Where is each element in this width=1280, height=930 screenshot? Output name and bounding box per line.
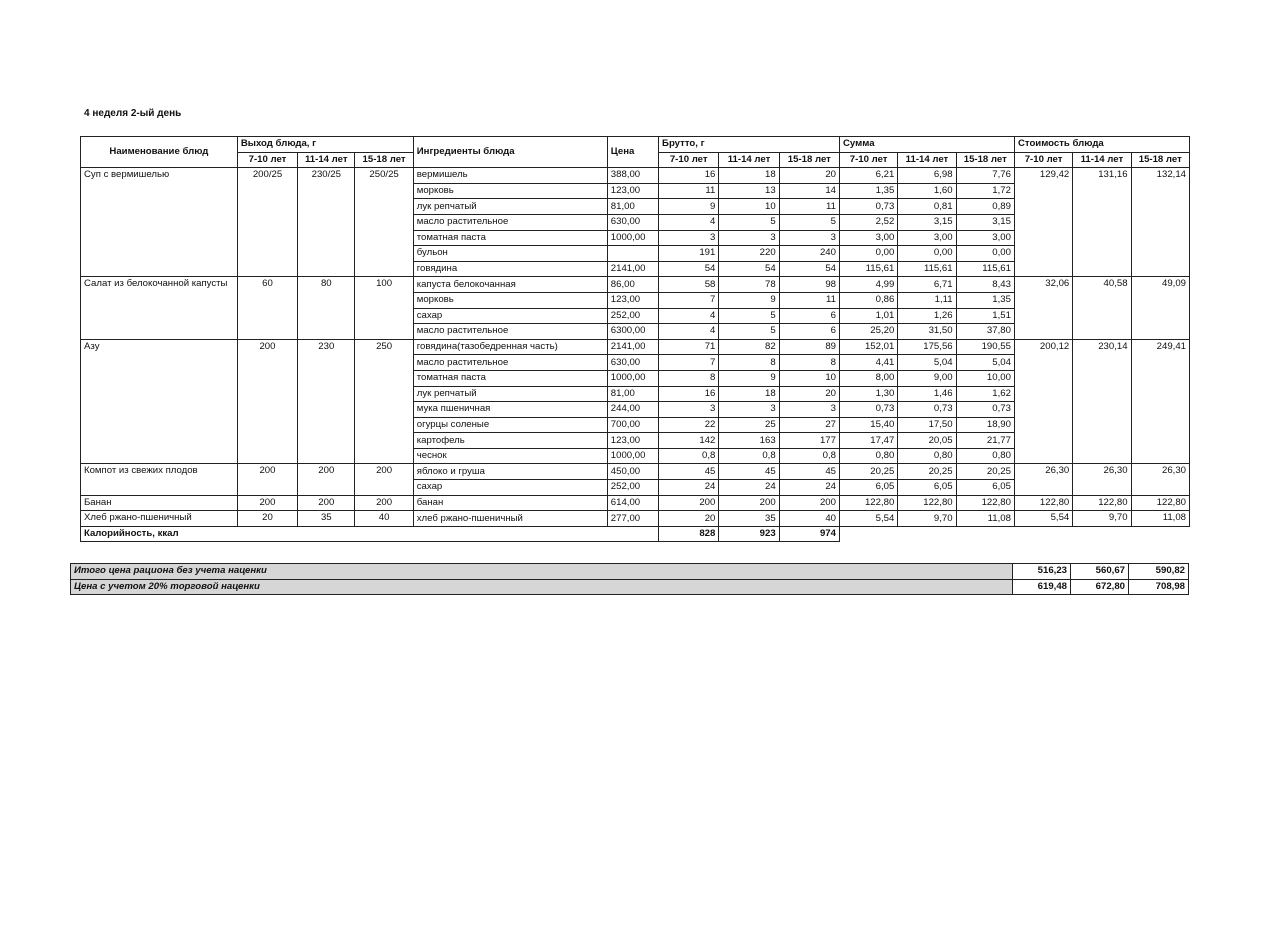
sum-value: 20,05 — [898, 433, 956, 449]
gross-value: 78 — [719, 277, 779, 293]
sum-value: 122,80 — [956, 495, 1014, 511]
total-label: Итого цена рациона без учета наценки — [71, 564, 1013, 580]
header-age: 15-18 лет — [1131, 152, 1189, 168]
gross-value: 5 — [719, 308, 779, 324]
calories-row — [81, 526, 1190, 542]
gross-value: 58 — [659, 277, 719, 293]
ingredient-name: огурцы соленые — [413, 417, 607, 433]
sum-value: 7,76 — [956, 168, 1014, 184]
total-value: 619,48 — [1013, 579, 1071, 595]
header-age: 15-18 лет — [956, 152, 1014, 168]
header-ingredients: Ингредиенты блюда — [413, 137, 607, 168]
dish-cost: 26,30 — [1073, 464, 1131, 495]
ingredient-row — [81, 277, 1190, 293]
gross-value: 3 — [659, 230, 719, 246]
dish-yield: 230 — [298, 339, 355, 464]
header-cost: Стоимость блюда — [1014, 137, 1189, 153]
dish-cost: 49,09 — [1131, 277, 1189, 339]
sum-value: 0,89 — [956, 199, 1014, 215]
sum-value: 0,80 — [956, 448, 1014, 464]
dish-yield: 60 — [237, 277, 297, 339]
ingredient-price: 123,00 — [607, 433, 658, 449]
ingredient-price: 252,00 — [607, 480, 658, 496]
ingredient-price — [607, 246, 658, 262]
sum-value: 0,80 — [898, 448, 956, 464]
sum-value: 1,60 — [898, 183, 956, 199]
gross-value: 11 — [779, 292, 839, 308]
ingredient-name: морковь — [413, 292, 607, 308]
menu-table — [80, 136, 1190, 542]
dish-yield: 20 — [237, 511, 297, 527]
gross-value: 20 — [779, 386, 839, 402]
ingredient-name: томатная паста — [413, 230, 607, 246]
sum-value: 6,05 — [956, 480, 1014, 496]
sum-value: 20,25 — [839, 464, 897, 480]
sum-value: 15,40 — [839, 417, 897, 433]
gross-value: 11 — [779, 199, 839, 215]
dish-cost: 122,80 — [1073, 495, 1131, 511]
gross-value: 7 — [659, 292, 719, 308]
header-age: 11-14 лет — [719, 152, 779, 168]
gross-value: 191 — [659, 246, 719, 262]
gross-value: 3 — [659, 402, 719, 418]
dish-yield: 80 — [298, 277, 355, 339]
gross-value: 7 — [659, 355, 719, 371]
gross-value: 3 — [779, 402, 839, 418]
gross-value: 54 — [719, 261, 779, 277]
gross-value: 0,8 — [779, 448, 839, 464]
sum-value: 3,00 — [839, 230, 897, 246]
gross-value: 24 — [659, 480, 719, 496]
dish-cost: 40,58 — [1073, 277, 1131, 339]
header-age: 11-14 лет — [298, 152, 355, 168]
sum-value: 0,00 — [956, 246, 1014, 262]
dish-name: Суп с вермишелью — [81, 168, 238, 277]
dish-cost: 26,30 — [1131, 464, 1189, 495]
dish-yield: 250 — [355, 339, 413, 464]
ingredient-name: морковь — [413, 183, 607, 199]
ingredient-name: говядина(тазобедренная часть) — [413, 339, 607, 355]
gross-value: 13 — [719, 183, 779, 199]
sum-value: 1,62 — [956, 386, 1014, 402]
ingredient-row — [81, 464, 1190, 480]
sum-value: 6,71 — [898, 277, 956, 293]
total-value: 672,80 — [1071, 579, 1129, 595]
gross-value: 54 — [779, 261, 839, 277]
calories-value: 974 — [779, 526, 839, 542]
gross-value: 82 — [719, 339, 779, 355]
gross-value: 200 — [659, 495, 719, 511]
gross-value: 163 — [719, 433, 779, 449]
menu-body — [81, 168, 1190, 527]
sum-value: 0,00 — [839, 246, 897, 262]
sum-value: 5,04 — [898, 355, 956, 371]
dish-cost: 122,80 — [1014, 495, 1072, 511]
total-row-with-markup — [71, 579, 1189, 595]
sum-value: 17,47 — [839, 433, 897, 449]
header-age: 7-10 лет — [839, 152, 897, 168]
sum-value: 21,77 — [956, 433, 1014, 449]
gross-value: 45 — [719, 464, 779, 480]
gross-value: 18 — [719, 386, 779, 402]
ingredient-name: хлеб ржано-пшеничный — [413, 511, 607, 527]
gross-value: 10 — [719, 199, 779, 215]
sum-value: 31,50 — [898, 324, 956, 340]
dish-cost: 9,70 — [1073, 511, 1131, 527]
gross-value: 6 — [779, 324, 839, 340]
sum-value: 1,72 — [956, 183, 1014, 199]
dish-cost: 132,14 — [1131, 168, 1189, 277]
ingredient-price: 630,00 — [607, 214, 658, 230]
ingredient-price: 2141,00 — [607, 339, 658, 355]
sum-value: 6,21 — [839, 168, 897, 184]
total-value: 708,98 — [1129, 579, 1189, 595]
ingredient-price: 86,00 — [607, 277, 658, 293]
header-age: 15-18 лет — [779, 152, 839, 168]
header-gross: Брутто, г — [659, 137, 840, 153]
sum-value: 25,20 — [839, 324, 897, 340]
sum-value: 1,01 — [839, 308, 897, 324]
dish-cost: 249,41 — [1131, 339, 1189, 464]
gross-value: 142 — [659, 433, 719, 449]
gross-value: 27 — [779, 417, 839, 433]
header-age: 11-14 лет — [1073, 152, 1131, 168]
dish-yield: 200 — [355, 495, 413, 511]
dish-cost: 131,16 — [1073, 168, 1131, 277]
sum-value: 20,25 — [898, 464, 956, 480]
sum-value: 1,30 — [839, 386, 897, 402]
dish-cost: 26,30 — [1014, 464, 1072, 495]
ingredient-price: 630,00 — [607, 355, 658, 371]
dish-yield: 200 — [298, 464, 355, 495]
ingredient-price: 277,00 — [607, 511, 658, 527]
header-age: 15-18 лет — [355, 152, 413, 168]
calories-label: Калорийность, ккал — [81, 526, 659, 542]
dish-cost: 11,08 — [1131, 511, 1189, 527]
gross-value: 18 — [719, 168, 779, 184]
sum-value: 9,00 — [898, 370, 956, 386]
sum-value: 37,80 — [956, 324, 1014, 340]
sum-value: 4,99 — [839, 277, 897, 293]
gross-value: 22 — [659, 417, 719, 433]
calories-filler — [839, 526, 1189, 542]
gross-value: 54 — [659, 261, 719, 277]
calories-value: 828 — [659, 526, 719, 542]
gross-value: 98 — [779, 277, 839, 293]
total-label: Цена с учетом 20% торговой наценки — [71, 579, 1013, 595]
ingredient-name: томатная паста — [413, 370, 607, 386]
sum-value: 0,00 — [898, 246, 956, 262]
dish-cost: 122,80 — [1131, 495, 1189, 511]
gross-value: 200 — [719, 495, 779, 511]
gross-value: 8 — [659, 370, 719, 386]
ingredient-row — [81, 339, 1190, 355]
dish-yield: 200 — [355, 464, 413, 495]
dish-yield: 250/25 — [355, 168, 413, 277]
header-price: Цена — [607, 137, 658, 168]
gross-value: 20 — [779, 168, 839, 184]
sum-value: 152,01 — [839, 339, 897, 355]
header-age: 11-14 лет — [898, 152, 956, 168]
header-age: 7-10 лет — [237, 152, 297, 168]
gross-value: 8 — [719, 355, 779, 371]
total-value: 590,82 — [1129, 564, 1189, 580]
sum-value: 115,61 — [898, 261, 956, 277]
ingredient-price: 123,00 — [607, 292, 658, 308]
sum-value: 1,35 — [839, 183, 897, 199]
gross-value: 25 — [719, 417, 779, 433]
header-dish: Наименование блюд — [81, 137, 238, 168]
ingredient-name: лук репчатый — [413, 199, 607, 215]
gross-value: 5 — [719, 214, 779, 230]
gross-value: 3 — [719, 402, 779, 418]
gross-value: 4 — [659, 214, 719, 230]
gross-value: 220 — [719, 246, 779, 262]
gross-value: 4 — [659, 308, 719, 324]
totals-block — [70, 563, 1190, 595]
ingredient-name: чеснок — [413, 448, 607, 464]
total-row-no-markup — [71, 564, 1189, 580]
sum-value: 122,80 — [898, 495, 956, 511]
ingredient-name: мука пшеничная — [413, 402, 607, 418]
ingredient-price: 123,00 — [607, 183, 658, 199]
sum-value: 0,80 — [839, 448, 897, 464]
dish-cost: 32,06 — [1014, 277, 1072, 339]
dish-yield: 200 — [237, 339, 297, 464]
dish-name: Компот из свежих плодов — [81, 464, 238, 495]
gross-value: 16 — [659, 168, 719, 184]
gross-value: 40 — [779, 511, 839, 527]
sum-value: 10,00 — [956, 370, 1014, 386]
ingredient-price: 388,00 — [607, 168, 658, 184]
page-title: 4 неделя 2-ый день — [84, 108, 182, 119]
sum-value: 1,11 — [898, 292, 956, 308]
sum-value: 6,05 — [839, 480, 897, 496]
ingredient-name: масло растительное — [413, 355, 607, 371]
gross-value: 16 — [659, 386, 719, 402]
sum-value: 6,98 — [898, 168, 956, 184]
dish-name: Азу — [81, 339, 238, 464]
dish-cost: 129,42 — [1014, 168, 1072, 277]
ingredient-name: масло растительное — [413, 214, 607, 230]
gross-value: 3 — [779, 230, 839, 246]
header-age: 7-10 лет — [1014, 152, 1072, 168]
dish-cost: 5,54 — [1014, 511, 1072, 527]
gross-value: 20 — [659, 511, 719, 527]
gross-value: 0,8 — [659, 448, 719, 464]
dish-name: Хлеб ржано-пшеничный — [81, 511, 238, 527]
total-value: 560,67 — [1071, 564, 1129, 580]
ingredient-price: 81,00 — [607, 386, 658, 402]
gross-value: 3 — [719, 230, 779, 246]
dish-yield: 230/25 — [298, 168, 355, 277]
sum-value: 0,73 — [839, 199, 897, 215]
gross-value: 200 — [779, 495, 839, 511]
gross-value: 0,8 — [719, 448, 779, 464]
ingredient-name: сахар — [413, 308, 607, 324]
sum-value: 4,41 — [839, 355, 897, 371]
gross-value: 5 — [719, 324, 779, 340]
dish-yield: 200 — [298, 495, 355, 511]
dish-cost: 230,14 — [1073, 339, 1131, 464]
sum-value: 122,80 — [839, 495, 897, 511]
dish-name: Салат из белокочанной капусты — [81, 277, 238, 339]
dish-yield: 100 — [355, 277, 413, 339]
ingredient-price: 1000,00 — [607, 230, 658, 246]
total-value: 516,23 — [1013, 564, 1071, 580]
gross-value: 89 — [779, 339, 839, 355]
ingredient-name: сахар — [413, 480, 607, 496]
ingredient-name: лук репчатый — [413, 386, 607, 402]
sum-value: 20,25 — [956, 464, 1014, 480]
gross-value: 240 — [779, 246, 839, 262]
sum-value: 190,55 — [956, 339, 1014, 355]
ingredient-price: 244,00 — [607, 402, 658, 418]
totals-table — [70, 563, 1189, 595]
ingredient-price: 450,00 — [607, 464, 658, 480]
gross-value: 177 — [779, 433, 839, 449]
dish-yield: 200 — [237, 495, 297, 511]
gross-value: 71 — [659, 339, 719, 355]
sum-value: 1,46 — [898, 386, 956, 402]
sum-value: 8,43 — [956, 277, 1014, 293]
sum-value: 1,51 — [956, 308, 1014, 324]
dish-yield: 200 — [237, 464, 297, 495]
sum-value: 3,00 — [898, 230, 956, 246]
sum-value: 0,73 — [839, 402, 897, 418]
ingredient-name: вермишель — [413, 168, 607, 184]
gross-value: 6 — [779, 308, 839, 324]
header-age: 7-10 лет — [659, 152, 719, 168]
sum-value: 1,26 — [898, 308, 956, 324]
gross-value: 45 — [659, 464, 719, 480]
gross-value: 8 — [779, 355, 839, 371]
sum-value: 17,50 — [898, 417, 956, 433]
sum-value: 11,08 — [956, 511, 1014, 527]
ingredient-name: масло растительное — [413, 324, 607, 340]
ingredient-price: 1000,00 — [607, 448, 658, 464]
gross-value: 9 — [719, 370, 779, 386]
dish-yield: 35 — [298, 511, 355, 527]
sum-value: 115,61 — [839, 261, 897, 277]
ingredient-row — [81, 495, 1190, 511]
gross-value: 14 — [779, 183, 839, 199]
menu-table-container — [80, 136, 1190, 542]
ingredient-price: 1000,00 — [607, 370, 658, 386]
ingredient-price: 252,00 — [607, 308, 658, 324]
ingredient-name: яблоко и груша — [413, 464, 607, 480]
sum-value: 5,54 — [839, 511, 897, 527]
sum-value: 2,52 — [839, 214, 897, 230]
ingredient-name: банан — [413, 495, 607, 511]
ingredient-row — [81, 168, 1190, 184]
dish-name: Банан — [81, 495, 238, 511]
gross-value: 35 — [719, 511, 779, 527]
gross-value: 9 — [659, 199, 719, 215]
sum-value: 3,15 — [956, 214, 1014, 230]
dish-yield: 40 — [355, 511, 413, 527]
sum-value: 1,35 — [956, 292, 1014, 308]
sum-value: 0,86 — [839, 292, 897, 308]
ingredient-name: говядина — [413, 261, 607, 277]
sum-value: 3,00 — [956, 230, 1014, 246]
sum-value: 9,70 — [898, 511, 956, 527]
ingredient-price: 614,00 — [607, 495, 658, 511]
ingredient-price: 700,00 — [607, 417, 658, 433]
ingredient-name: бульон — [413, 246, 607, 262]
sum-value: 0,73 — [898, 402, 956, 418]
sum-value: 6,05 — [898, 480, 956, 496]
sum-value: 175,56 — [898, 339, 956, 355]
calories-value: 923 — [719, 526, 779, 542]
sum-value: 8,00 — [839, 370, 897, 386]
gross-value: 24 — [779, 480, 839, 496]
sum-value: 0,81 — [898, 199, 956, 215]
sum-value: 0,73 — [956, 402, 1014, 418]
header-yield: Выход блюда, г — [237, 137, 413, 153]
dish-cost: 200,12 — [1014, 339, 1072, 464]
ingredient-row — [81, 511, 1190, 527]
ingredient-name: капуста белокочанная — [413, 277, 607, 293]
ingredient-name: картофель — [413, 433, 607, 449]
gross-value: 45 — [779, 464, 839, 480]
gross-value: 9 — [719, 292, 779, 308]
dish-yield: 200/25 — [237, 168, 297, 277]
sum-value: 115,61 — [956, 261, 1014, 277]
gross-value: 4 — [659, 324, 719, 340]
gross-value: 11 — [659, 183, 719, 199]
gross-value: 10 — [779, 370, 839, 386]
sum-value: 5,04 — [956, 355, 1014, 371]
sum-value: 18,90 — [956, 417, 1014, 433]
header-sum: Сумма — [839, 137, 1014, 153]
ingredient-price: 2141,00 — [607, 261, 658, 277]
sum-value: 3,15 — [898, 214, 956, 230]
ingredient-price: 6300,00 — [607, 324, 658, 340]
gross-value: 5 — [779, 214, 839, 230]
gross-value: 24 — [719, 480, 779, 496]
ingredient-price: 81,00 — [607, 199, 658, 215]
